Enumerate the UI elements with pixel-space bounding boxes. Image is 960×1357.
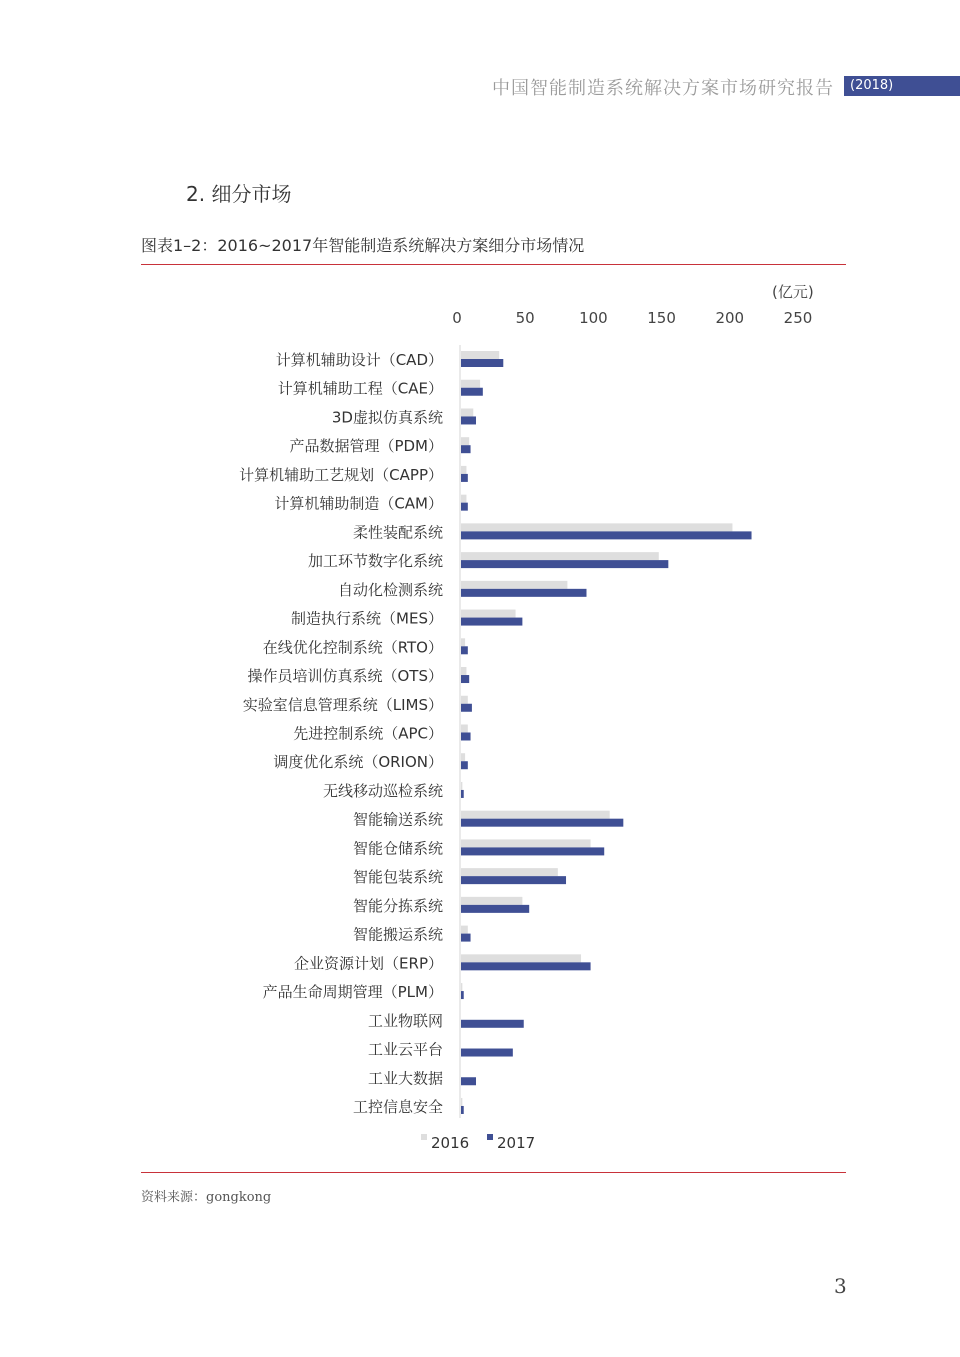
category-label: 产品生命周期管理（PLM） [262,983,443,1002]
x-tick-label: 250 [783,309,813,327]
page-number: 3 [834,1274,847,1298]
bar-2016 [461,408,473,416]
report-year-badge: (2018) [844,76,960,96]
bar-2017 [461,646,468,654]
bar-2016 [461,380,480,388]
category-label: 工业物联网 [367,1011,443,1030]
category-label: 3D虚拟仿真系统 [331,408,443,427]
category-label: 先进控制系统（APC） [293,724,443,743]
bar-2016 [461,495,466,503]
bar-2017 [461,819,623,827]
bar-2017 [461,1077,476,1085]
category-label: 在线优化控制系统（RTO） [262,638,443,657]
category-label: 柔性装配系统 [352,523,443,542]
category-label: 自动化检测系统 [337,580,443,599]
category-label: 智能包装系统 [352,868,443,887]
bar-2017 [461,560,668,568]
bar-2017 [461,847,604,855]
category-label: 智能搬运系统 [352,925,443,944]
legend-label-2017: 2017 [497,1134,536,1152]
bar-2017 [461,876,566,884]
bar-2017 [461,531,752,539]
bar-2017 [461,1106,464,1114]
legend-swatch-2016 [421,1134,427,1140]
bar-2017 [461,1049,513,1057]
bar-2016 [461,1098,462,1106]
x-tick-label: 50 [515,309,535,327]
bar-2017 [461,790,464,798]
bar-2017 [461,445,471,453]
bar-2017 [461,474,468,482]
bar-2017 [461,704,472,712]
bar-2017 [461,416,476,424]
category-label: 计算机辅助设计（CAD） [275,351,443,369]
bar-2016 [461,696,468,704]
x-tick-label: 200 [715,309,745,327]
category-label: 计算机辅助工艺规划（CAPP） [239,465,443,484]
category-label: 操作员培训仿真系统（OTS） [247,667,443,686]
bar-2017 [461,905,529,913]
category-label: 计算机辅助工程（CAE） [277,379,443,398]
bar-2017 [461,675,469,683]
bar-2017 [461,589,586,597]
bar-2017 [461,503,468,511]
x-tick-label: 0 [452,309,462,327]
bar-2017 [461,991,464,999]
source-divider [141,1172,846,1173]
bar-2016 [461,523,732,531]
category-label: 工业大数据 [367,1069,443,1088]
category-label: 产品数据管理（PDM） [289,437,443,456]
bar-2017 [461,761,468,769]
category-label: 企业资源计划（ERP） [294,954,443,973]
section-heading: 2. 细分市场 [186,182,292,206]
bar-2016 [461,839,591,847]
bar-2016 [461,926,468,934]
legend-swatch-2017 [487,1134,493,1140]
bar-2016 [461,351,499,359]
bar-2017 [461,1020,524,1028]
category-label: 实验室信息管理系统（LIMS） [242,695,443,714]
legend-label-2016: 2016 [431,1134,470,1152]
category-label: 计算机辅助制造（CAM） [274,494,443,513]
category-label: 工业云平台 [367,1040,443,1059]
bar-2016 [461,437,469,445]
bar-2016 [461,581,567,589]
bar-2016 [461,724,468,732]
category-label: 智能仓储系统 [352,839,443,858]
bar-2016 [461,782,462,790]
source-note: 资料来源：gongkong [141,1190,272,1205]
bar-2016 [461,753,465,761]
bar-2016 [461,897,522,905]
bar-2016 [461,868,558,876]
bar-2017 [461,962,591,970]
bar-2017 [461,388,483,396]
bar-2016 [461,466,466,474]
bar-2016 [461,811,610,819]
figure-caption: 图表1–2：2016~2017年智能制造系统解决方案细分市场情况 [141,236,585,255]
bar-2017 [461,359,503,367]
bar-2016 [461,638,465,646]
category-label: 无线移动巡检系统 [322,781,443,800]
bar-2017 [461,732,471,740]
category-label: 加工环节数字化系统 [307,552,443,571]
category-label: 智能输送系统 [352,810,443,829]
bar-2016 [461,552,659,560]
category-label: 调度优化系统（ORION） [273,753,443,772]
bar-2017 [461,618,522,626]
x-tick-label: 150 [647,309,676,327]
category-label: 制造执行系统（MES） [291,609,443,628]
report-header-title: 中国智能制造系统解决方案市场研究报告 [492,78,834,99]
bar-2016 [461,667,466,675]
chart-unit-label: (亿元) [772,283,814,301]
x-tick-label: 100 [579,309,608,327]
bar-2017 [461,934,471,942]
category-label: 工控信息安全 [352,1097,443,1116]
bar-2016 [461,983,462,991]
bar-2016 [461,954,581,962]
bar-2016 [461,610,516,618]
category-label: 智能分拣系统 [352,896,443,915]
